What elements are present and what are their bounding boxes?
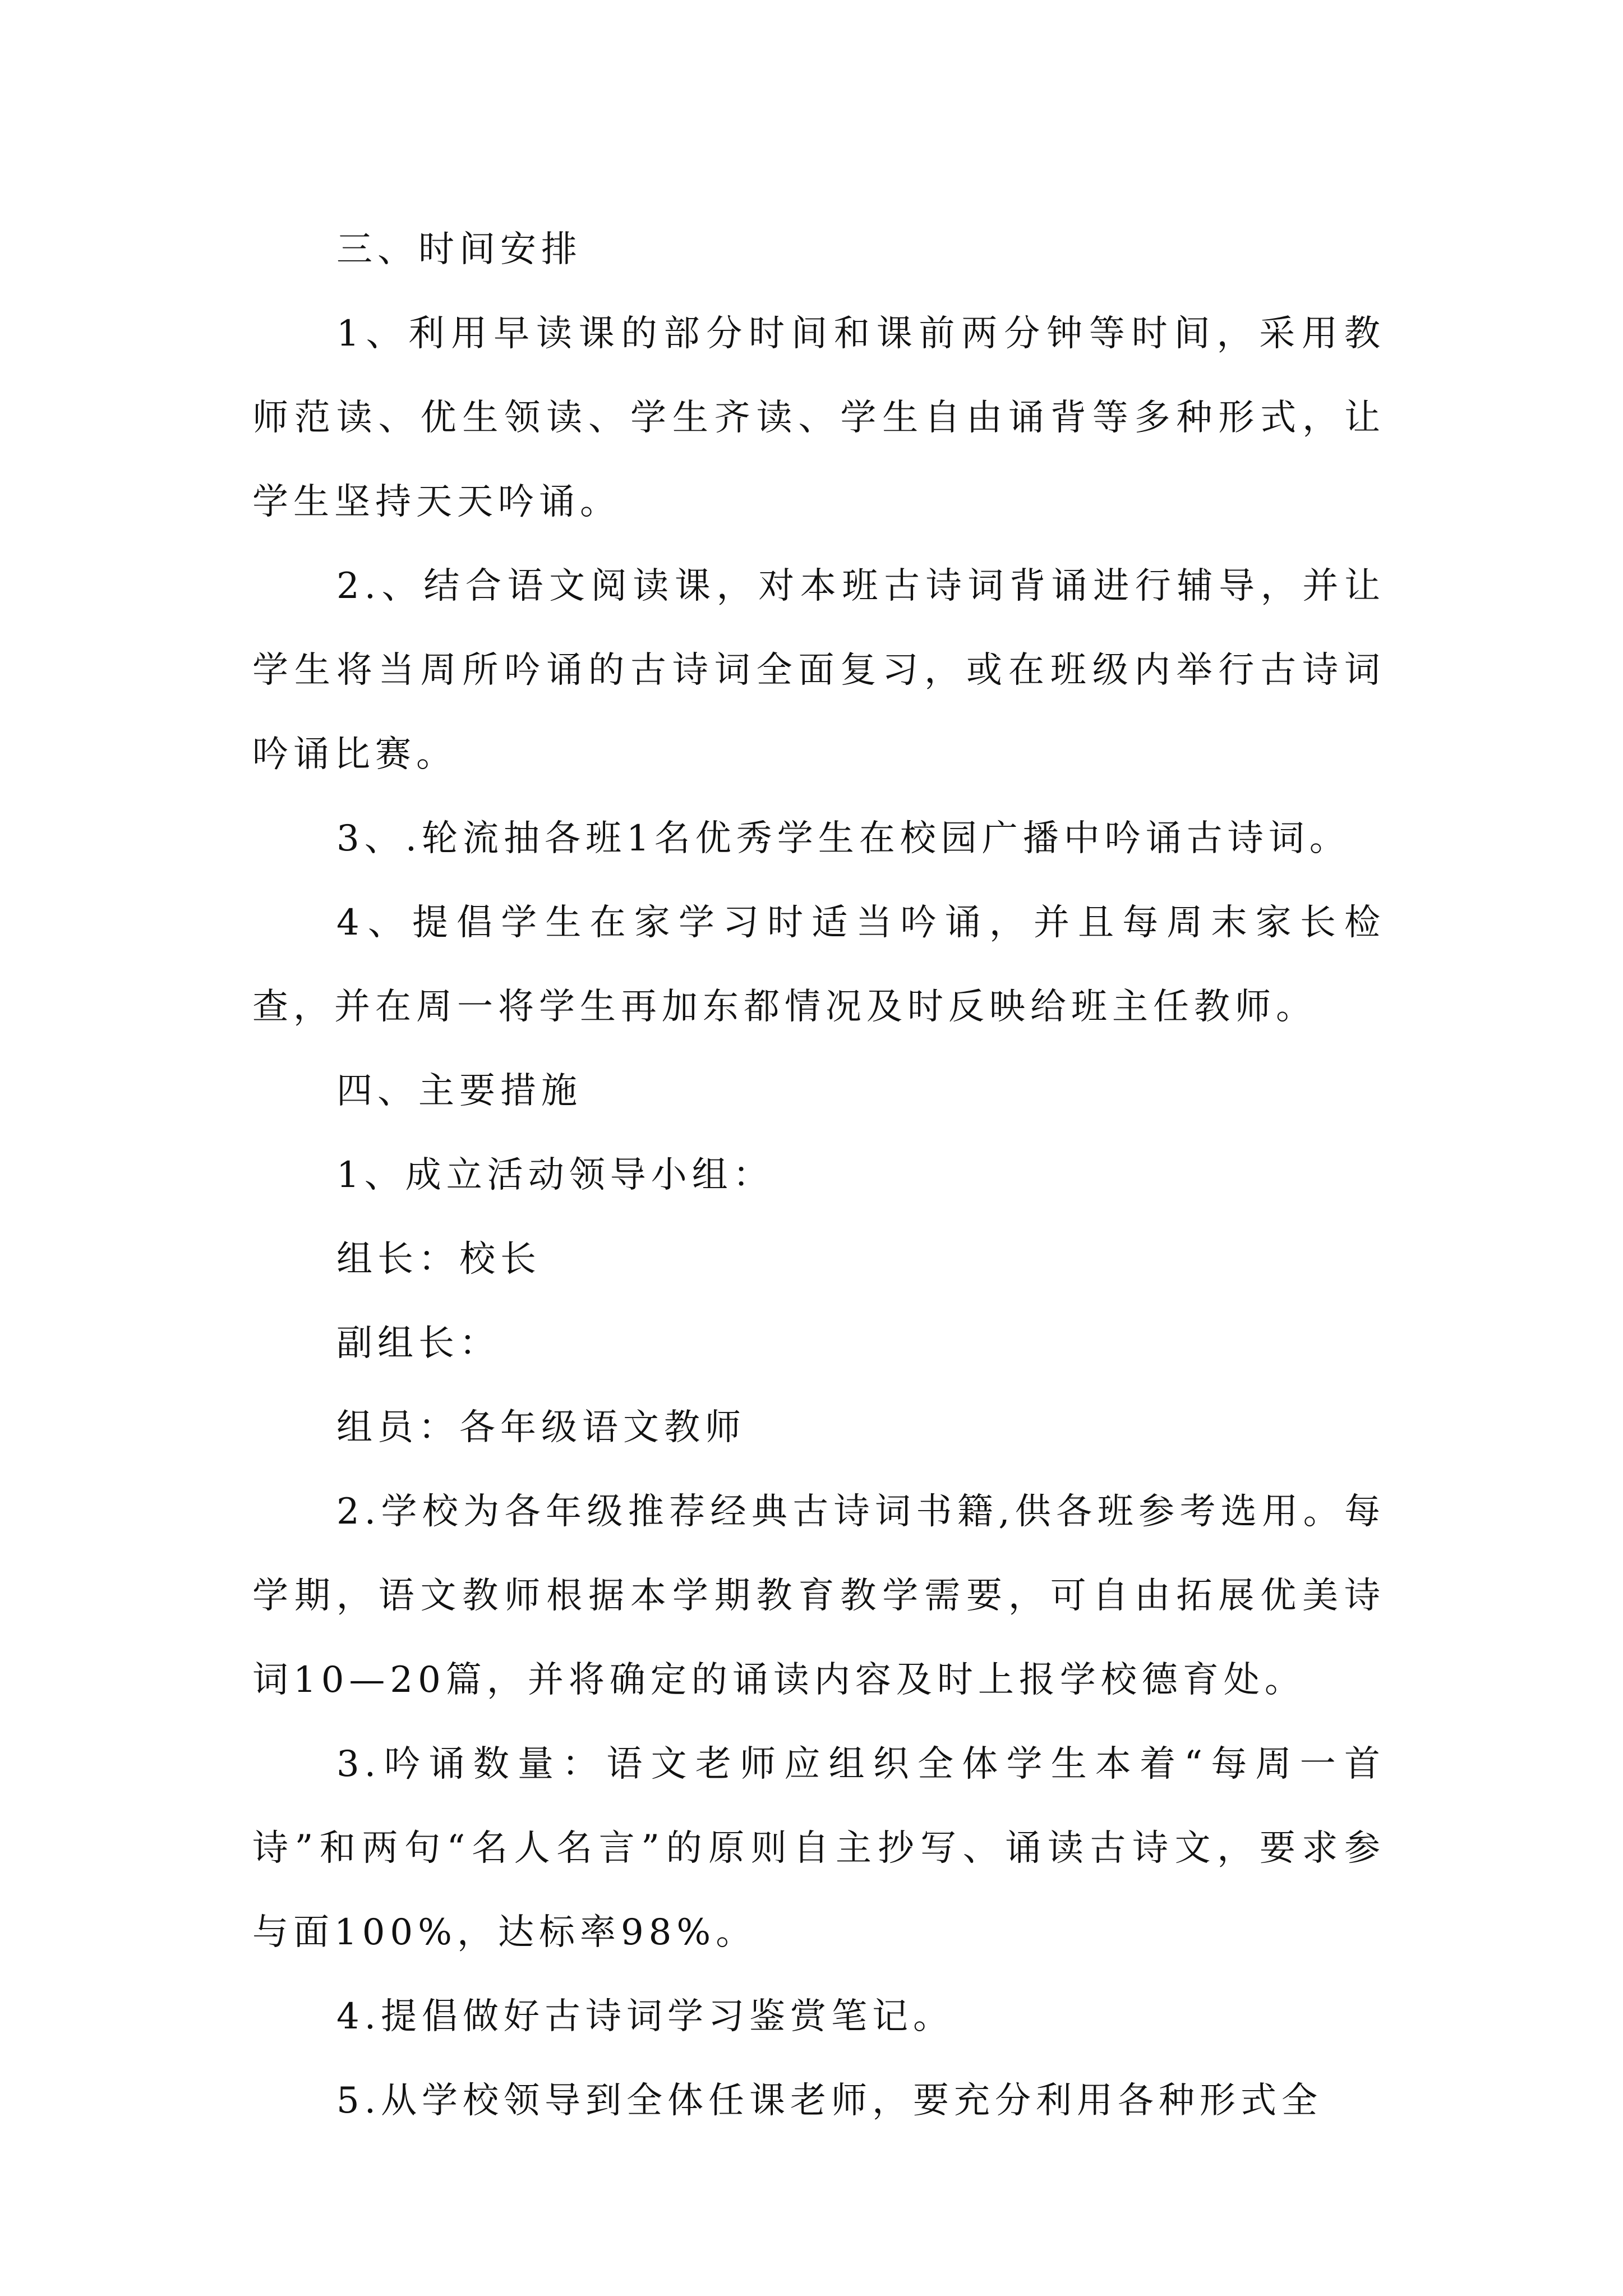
document-body	[252, 208, 1385, 2143]
paragraph-schedule-item-2: 2.、结合语文阅读课，对本班古诗词背诵进行辅导，并让学生将当周所吟诵的古诗词全面复习，或在班级内举行古诗词吟诵比赛。	[252, 565, 1385, 775]
paragraph-schedule-item-3: 3、.轮流抽各班1名优秀学生在校园广播中吟诵古诗词。	[336, 818, 1350, 859]
paragraph-schedule-item-4: 4、提倡学生在家学习时适当吟诵，并且每周末家长检查，并在周一将学生再加东都情况及时反映给班主任教师。	[252, 902, 1385, 1028]
section-heading-measures: 四、主要措施	[336, 1070, 582, 1112]
team-leader-line: 组长：校长	[336, 1239, 541, 1280]
team-members-line: 组员：各年级语文教师	[336, 1407, 746, 1448]
paragraph-measure-3: 3.吟诵数量：语文老师应组织全体学生本着“每周一首诗”和两句“名人名言”的原则自主抄写、诵读古诗文，要求参与面100%，达标率98%。	[252, 1743, 1385, 1953]
paragraph-measure-1: 1、成立活动领导小组：	[336, 1154, 774, 1196]
paragraph-measure-5: 5.从学校领导到全体任课老师，要充分利用各种形式全	[336, 2080, 1323, 2122]
section-heading-schedule: 三、时间安排	[336, 229, 582, 270]
paragraph-measure-4: 4.提倡做好古诗词学习鉴赏笔记。	[336, 1996, 955, 2037]
paragraph-measure-2: 2.学校为各年级推荐经典古诗词书籍,供各班参考选用。每学期，语文教师根据本学期教育教学需要，可自由拓展优美诗词10—20篇，并将确定的诵读内容及时上报学校德育处。	[252, 1491, 1385, 1701]
paragraph-schedule-item-1: 1、利用早读课的部分时间和课前两分钟等时间，采用教师范读、优生领读、学生齐读、学生自由诵背等多种形式，让学生坚持天天吟诵。	[252, 313, 1385, 523]
deputy-leader-line: 副组长：	[336, 1323, 500, 1364]
